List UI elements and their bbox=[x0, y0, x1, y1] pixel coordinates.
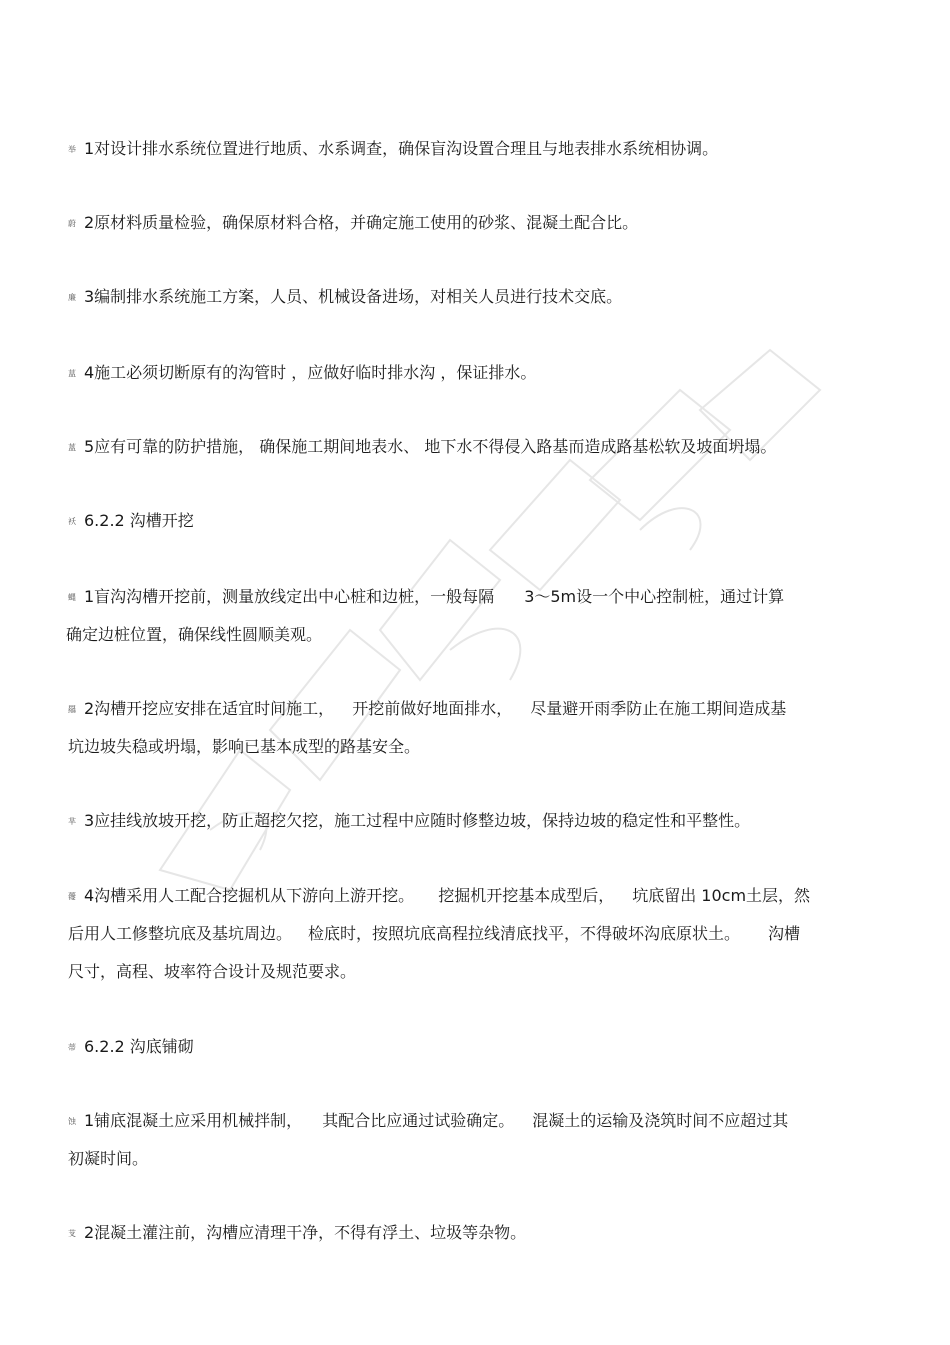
paragraph-text: 检底时，按照坑底高程拉线清底找平，不得破坏沟底原状土。 bbox=[308, 924, 741, 943]
margin-mark: 羉 bbox=[68, 704, 75, 714]
paragraph-text: 3～5m设一个中心控制桩，通过计算 bbox=[524, 587, 785, 606]
margin-mark: 蒂 bbox=[68, 1042, 75, 1052]
paragraph-text: 2原材料质量检验，确保原材料合格，并确定施工使用的砂浆、混凝土配合比。 bbox=[84, 213, 639, 232]
paragraph-text: 尺寸，高程、坡率符合设计及规范要求。 bbox=[68, 962, 357, 981]
section-heading-trench-excavation bbox=[68, 502, 888, 540]
paragraph-11 bbox=[68, 1214, 888, 1252]
margin-mark: 芆 bbox=[68, 1228, 75, 1238]
paragraph-text: 挖掘机开挖基本成型后， bbox=[438, 886, 615, 905]
margin-mark: 蒀 bbox=[68, 368, 75, 378]
paragraph-7 bbox=[68, 690, 888, 766]
paragraph-2 bbox=[68, 204, 888, 242]
paragraph-text: 3编制排水系统施工方案，人员、机械设备进场，对相关人员进行技术交底。 bbox=[84, 287, 623, 306]
paragraph-text: 坑底留出 10cm土层，然 bbox=[632, 886, 811, 905]
paragraph-5 bbox=[68, 428, 888, 466]
paragraph-10 bbox=[68, 1102, 888, 1178]
paragraph-text: 2沟槽开挖应安排在适宜时间施工， bbox=[84, 699, 335, 718]
paragraph-text: 2混凝土灌注前，沟槽应清理干净，不得有浮土、垃圾等杂物。 bbox=[84, 1223, 527, 1242]
margin-mark: 蒕 bbox=[68, 442, 75, 452]
paragraph-text: 4沟槽采用人工配合挖掘机从下游向上游开挖。 bbox=[84, 886, 415, 905]
paragraph-text: 4施工必须切断原有的沟管时 ，应做好临时排水沟 ，保证排水。 bbox=[84, 363, 537, 382]
paragraph-text: 确定边桩位置，确保线性圆顺美观。 bbox=[66, 625, 323, 644]
paragraph-text: 沟槽 bbox=[768, 924, 801, 943]
margin-mark: 芈 bbox=[68, 816, 75, 826]
margin-mark: 袄 bbox=[68, 516, 75, 526]
paragraph-8 bbox=[68, 802, 888, 840]
margin-mark: 蔚 bbox=[68, 218, 75, 228]
paragraph-text: 初凝时间。 bbox=[68, 1149, 149, 1168]
margin-mark: 蚀 bbox=[68, 1116, 75, 1126]
paragraph-text: 1铺底混凝土应采用机械拌制， bbox=[84, 1111, 303, 1130]
paragraph-text: 其配合比应通过试验确定。 bbox=[322, 1111, 515, 1130]
paragraph-4 bbox=[68, 354, 888, 392]
paragraph-text: 5应有可靠的防护措施， 确保施工期间地表水、 地下水不得侵入路基而造成路基松软及坡面坍塌。 bbox=[84, 437, 777, 456]
paragraph-9 bbox=[68, 877, 888, 991]
margin-mark: 蝿 bbox=[68, 592, 75, 602]
heading-text: 6.2.2 沟底铺砌 bbox=[84, 1037, 194, 1056]
paragraph-text: 尽量避开雨季防止在施工期间造成基 bbox=[530, 699, 787, 718]
paragraph-text: 1盲沟沟槽开挖前，测量放线定出中心桩和边桩，一般每隔 bbox=[84, 587, 495, 606]
section-heading-trench-paving bbox=[68, 1028, 888, 1066]
paragraph-text: 坑边坡失稳或坍塌，影响已基本成型的路基安全。 bbox=[68, 737, 421, 756]
paragraph-text: 开挖前做好地面排水， bbox=[352, 699, 513, 718]
margin-mark: 举 bbox=[68, 144, 75, 154]
paragraph-text: 1对设计排水系统位置进行地质、水系调查，确保盲沟设置合理且与地表排水系统相协调。 bbox=[84, 139, 719, 158]
paragraph-text: 3应挂线放坡开挖，防止超挖欠挖，施工过程中应随时修整边坡，保持边坡的稳定性和平整性。 bbox=[84, 811, 751, 830]
margin-mark: 蘉 bbox=[68, 891, 75, 901]
paragraph-text: 混凝土的运输及浇筑时间不应超过其 bbox=[532, 1111, 789, 1130]
paragraph-text: 后用人工修整坑底及基坑周边。 bbox=[68, 924, 293, 943]
paragraph-6 bbox=[68, 578, 888, 654]
heading-text: 6.2.2 沟槽开挖 bbox=[84, 511, 194, 530]
paragraph-1 bbox=[68, 130, 888, 168]
margin-mark: 廉 bbox=[68, 292, 75, 302]
paragraph-3 bbox=[68, 278, 888, 316]
